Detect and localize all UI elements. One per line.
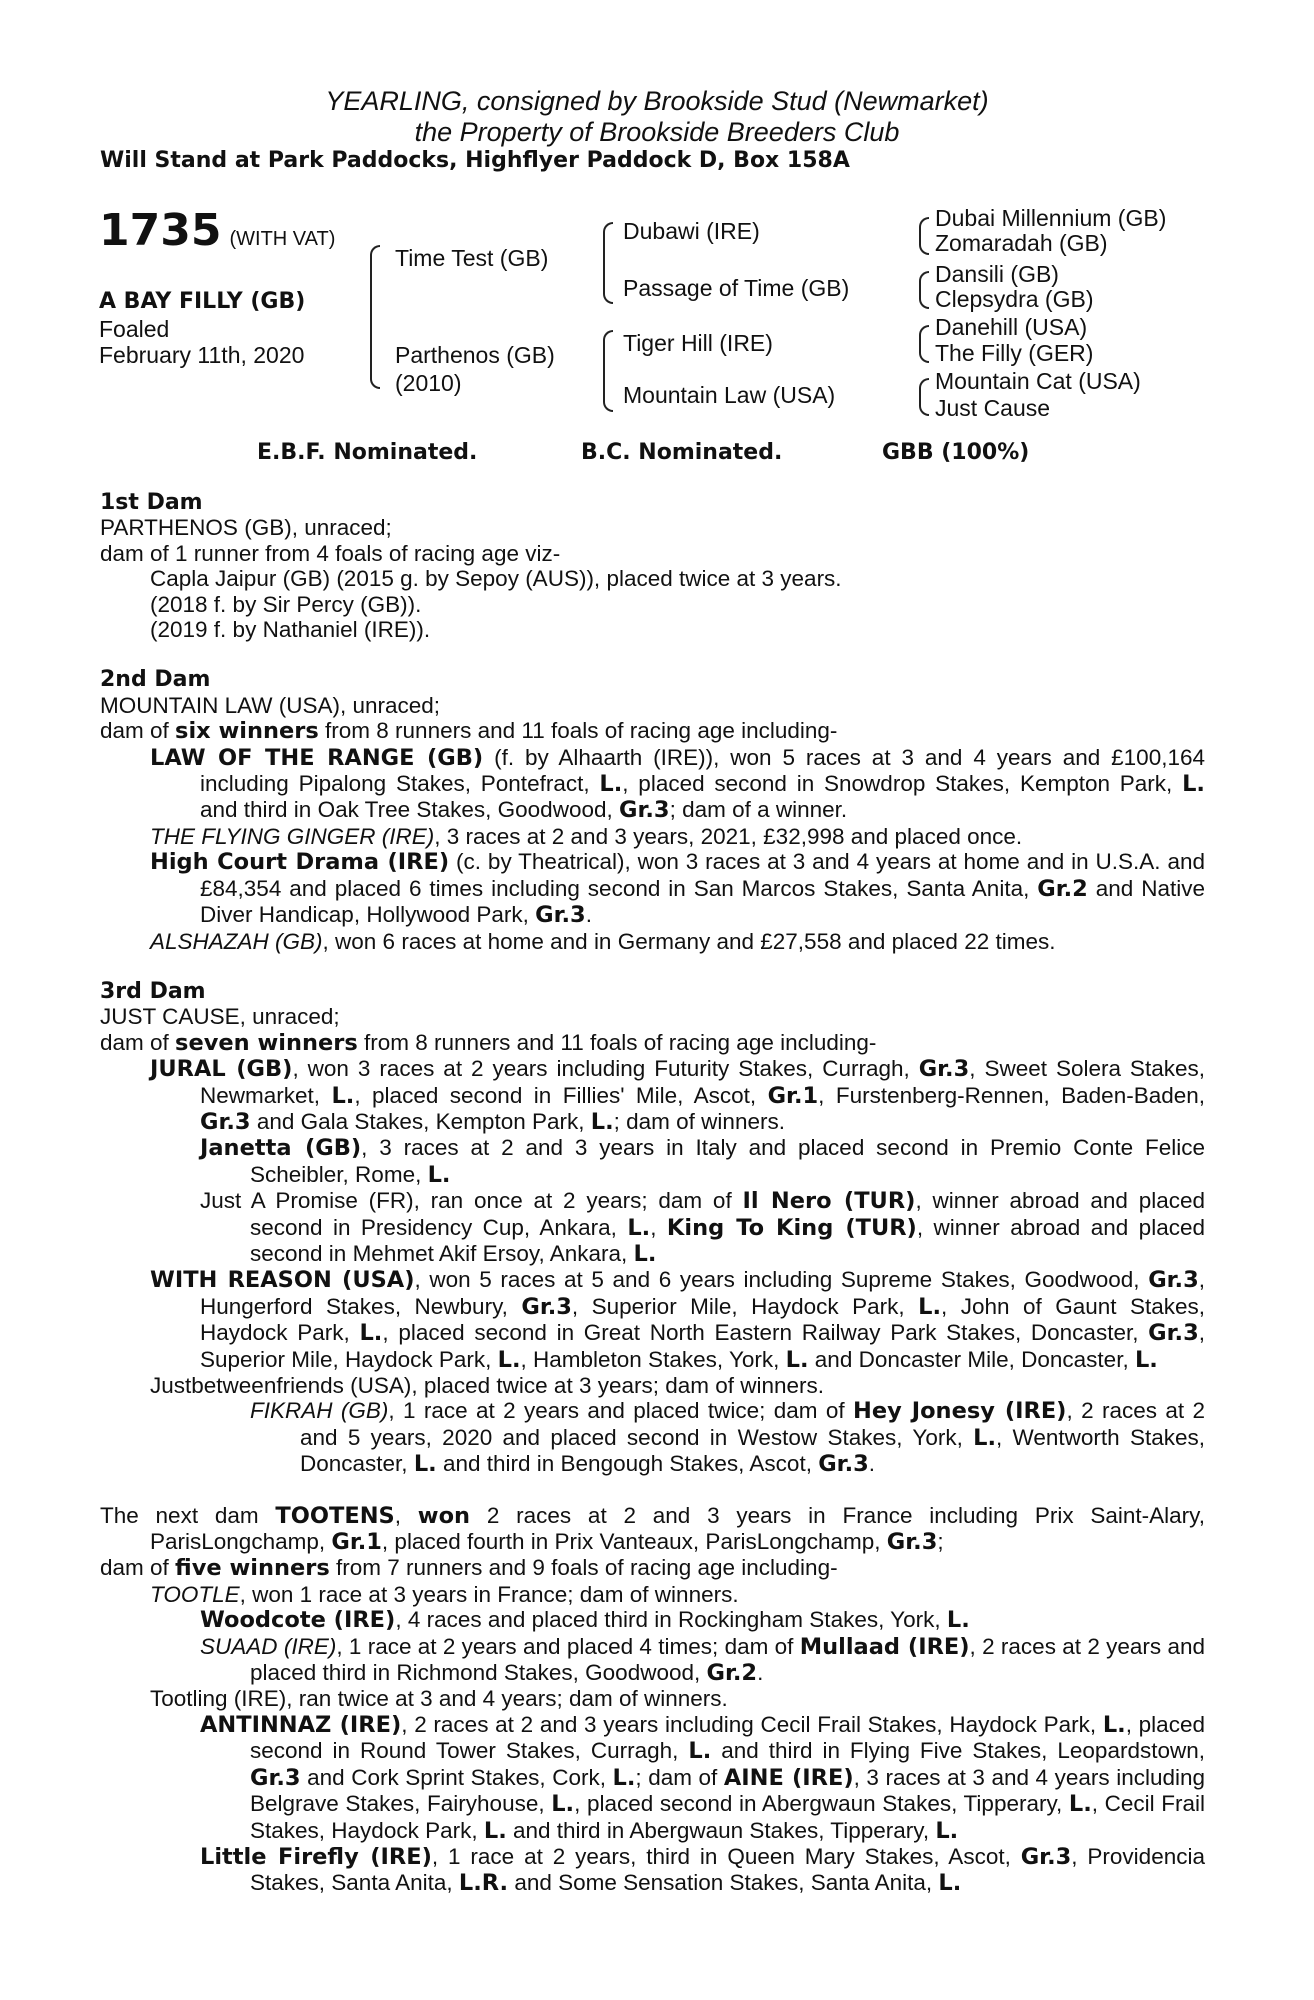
pedigree-ss: Dubawi (IRE) — [623, 218, 760, 244]
progeny-entry: WITH REASON (USA), won 5 races at 5 and 6 years including Supreme Stakes, Goodwood, Gr.3, Hungerford Stakes, Newbury, Gr.3, Superior Mile, Haydock Park, L., John of Gaunt Stakes, Haydock Park, L., placed second in Great North Eastern Railway Park Stakes, Doncaster, Gr.3, Superior Mile, Haydock Park, L., Hambleton Stakes, York, L. and Doncaster Mile, Doncaster, L. — [150, 1267, 1206, 1373]
bc-nomination: B.C. Nominated. — [581, 440, 783, 465]
location-line: Will Stand at Park Paddocks, Highflyer Paddock D, Box 158A — [100, 148, 850, 173]
second-dam-summary: dam of six winners from 8 runners and 11 foals of racing age including- — [100, 718, 838, 745]
third-dam-summary: dam of seven winners from 8 runners and 11 foals of racing age including- — [100, 1029, 877, 1056]
first-dam-foal: (2019 f. by Nathaniel (IRE)). — [150, 617, 431, 643]
progeny-entry: JURAL (GB), won 3 races at 2 years including Futurity Stakes, Curragh, Gr.3, Sweet Solera Stakes, Newmarket, L., placed second in Fillies' Mile, Ascot, Gr.1, Furstenberg-Rennen, Baden-Baden, Gr.3 and Gala Stakes, Kempton Park, L.; dam of winners. — [150, 1056, 1206, 1135]
pedigree-ssd: Zomaradah (GB) — [935, 230, 1108, 256]
foaled-label: Foaled — [99, 316, 170, 342]
progeny-entry: Little Firefly (IRE), 1 race at 2 years, third in Queen Mary Stakes, Ascot, Gr.3, Providencia Stakes, Santa Anita, L.R. and Some Sensation Stakes, Santa Anita, L. — [200, 1843, 1205, 1897]
pedigree-sire: Time Test (GB) — [395, 245, 549, 271]
progeny-entry: SUAAD (IRE), 1 race at 2 years and placed 4 times; dam of Mullaad (IRE), 2 races at 2 years and placed third in Richmond Stakes, Goodwood, Gr.2. — [200, 1633, 1205, 1687]
pedigree-dd: Mountain Law (USA) — [623, 382, 836, 408]
pedigree-dsd: The Filly (GER) — [935, 340, 1094, 366]
pedigree-brace-3c — [919, 325, 929, 363]
pedigree-dam-year: (2010) — [395, 370, 462, 396]
progeny-entry: High Court Drama (IRE) (c. by Theatrical), won 3 races at 3 and 4 years at home and in U.S.A. and £84,354 and placed 6 times including second in San Marcos Stakes, Santa Anita, Gr.2 and Native Diver Handicap, Hollywood Park, Gr.3. — [150, 849, 1205, 929]
progeny-entry: Just A Promise (FR), ran once at 2 years; dam of Il Nero (TUR), winner abroad and placed second in Presidency Cup, Ankara, L., King To King (TUR), winner abroad and placed second in Mehmet Akif Ersoy, Ankara, L. — [200, 1188, 1205, 1267]
pedigree-dam: Parthenos (GB) — [395, 342, 555, 368]
pedigree-brace-3a — [919, 217, 929, 255]
ebf-nomination: E.B.F. Nominated. — [257, 440, 478, 465]
first-dam-line: PARTHENOS (GB), unraced; — [100, 515, 392, 541]
first-dam-foal: (2018 f. by Sir Percy (GB)). — [150, 591, 422, 617]
progeny-entry: LAW OF THE RANGE (GB) (f. by Alhaarth (IRE)), won 5 races at 3 and 4 years and £100,164 including Pipalong Stakes, Pontefract, L., placed second in Snowdrop Stakes, Kempton Park, L. and third in Oak Tree Stakes, Goodwood, Gr.3; dam of a winner. — [150, 744, 1206, 824]
pedigree-brace-1 — [370, 245, 380, 389]
foaled-date: February 11th, 2020 — [99, 342, 305, 368]
consignor-line: YEARLING, consigned by Brookside Stud (Newmarket) — [325, 86, 989, 116]
produce-record — [100, 490, 1205, 1897]
second-dam-heading: 2nd Dam — [100, 667, 211, 693]
pedigree-sss: Dubai Millennium (GB) — [935, 205, 1167, 231]
progeny-entry: THE FLYING GINGER (IRE), 3 races at 2 and 3 years, 2021, £32,998 and placed once. — [150, 823, 1023, 849]
progeny-entry: Woodcote (IRE), 4 races and placed third in Rockingham Stakes, York, L. — [200, 1607, 970, 1634]
pedigree-brace-3b — [919, 271, 929, 309]
lot-title: A BAY FILLY (GB) — [99, 289, 306, 314]
second-dam-line: MOUNTAIN LAW (USA), unraced; — [100, 692, 441, 718]
progeny-entry: ALSHAZAH (GB), won 6 races at home and in Germany and £27,558 and placed 22 times. — [150, 928, 1056, 954]
lot-number: 1735 — [99, 205, 222, 256]
pedigree-dss: Danehill (USA) — [935, 314, 1088, 340]
progeny-entry: Janetta (GB), 3 races at 2 and 3 years in Italy and placed second in Premio Conte Felice Scheibler, Rome, L. — [200, 1135, 1206, 1188]
progeny-entry: FIKRAH (GB), 1 race at 2 years and placed twice; dam of Hey Jonesy (IRE), 2 races at 2 and 5 years, 2020 and placed second in Westow Stakes, York, L., Wentworth Stakes, Doncaster, L. and third in Bengough Stakes, Ascot, Gr.3. — [250, 1398, 1205, 1478]
pedigree-brace-2b — [603, 330, 613, 412]
pedigree-ds: Tiger Hill (IRE) — [623, 330, 773, 356]
progeny-entry: Tootling (IRE), ran twice at 3 and 4 years; dam of winners. — [150, 1686, 728, 1712]
vat-note: (WITH VAT) — [229, 228, 336, 250]
first-dam-summary: dam of 1 runner from 4 foals of racing age viz- — [100, 540, 561, 566]
pedigree-brace-3d — [919, 378, 929, 416]
pedigree-ddd: Just Cause — [935, 395, 1051, 421]
third-dam-heading: 3rd Dam — [100, 978, 206, 1004]
pedigree-brace-2a — [603, 222, 613, 304]
lot-heading — [99, 205, 335, 256]
progeny-entry: Justbetweenfriends (USA), placed twice at 3 years; dam of winners. — [150, 1373, 825, 1398]
first-dam-foal: Capla Jaipur (GB) (2015 g. by Sepoy (AUS)), placed twice at 3 years. — [150, 566, 842, 592]
pedigree-sdd: Clepsydra (GB) — [935, 286, 1094, 312]
next-dam-summary: dam of five winners from 7 runners and 9 foals of racing age including- — [100, 1555, 838, 1582]
next-dam-line: The next dam TOOTENS, won 2 races at 2 and 3 years in France including Prix Saint-Alary, ParisLongchamp, Gr.1, placed fourth in Prix Vanteaux, ParisLongchamp, Gr.3; — [100, 1502, 1205, 1556]
first-dam-heading: 1st Dam — [100, 490, 203, 515]
gbb-status: GBB (100%) — [882, 440, 1030, 465]
pedigree-sds: Dansili (GB) — [935, 261, 1059, 287]
progeny-entry: TOOTLE, won 1 race at 3 years in France; dam of winners. — [150, 1581, 739, 1607]
third-dam-line: JUST CAUSE, unraced; — [100, 1004, 340, 1030]
pedigree-sd: Passage of Time (GB) — [623, 275, 850, 301]
progeny-entry: ANTINNAZ (IRE), 2 races at 2 and 3 years including Cecil Frail Stakes, Haydock Park, L., placed second in Round Tower Stakes, Curragh, L. and third in Flying Five Stakes, Leopardstown, Gr.3 and Cork Sprint Stakes, Cork, L.; dam of AINE (IRE), 3 races at 3 and 4 years including Belgrave Stakes, Fairyhouse, L., placed second in Abergwaun Stakes, Tipperary, L., Cecil Frail Stakes, Haydock Park, L. and third in Abergwaun Stakes, Tipperary, L. — [200, 1711, 1206, 1844]
property-line: the Property of Brookside Breeders Club — [414, 117, 900, 147]
pedigree-dds: Mountain Cat (USA) — [935, 368, 1141, 394]
